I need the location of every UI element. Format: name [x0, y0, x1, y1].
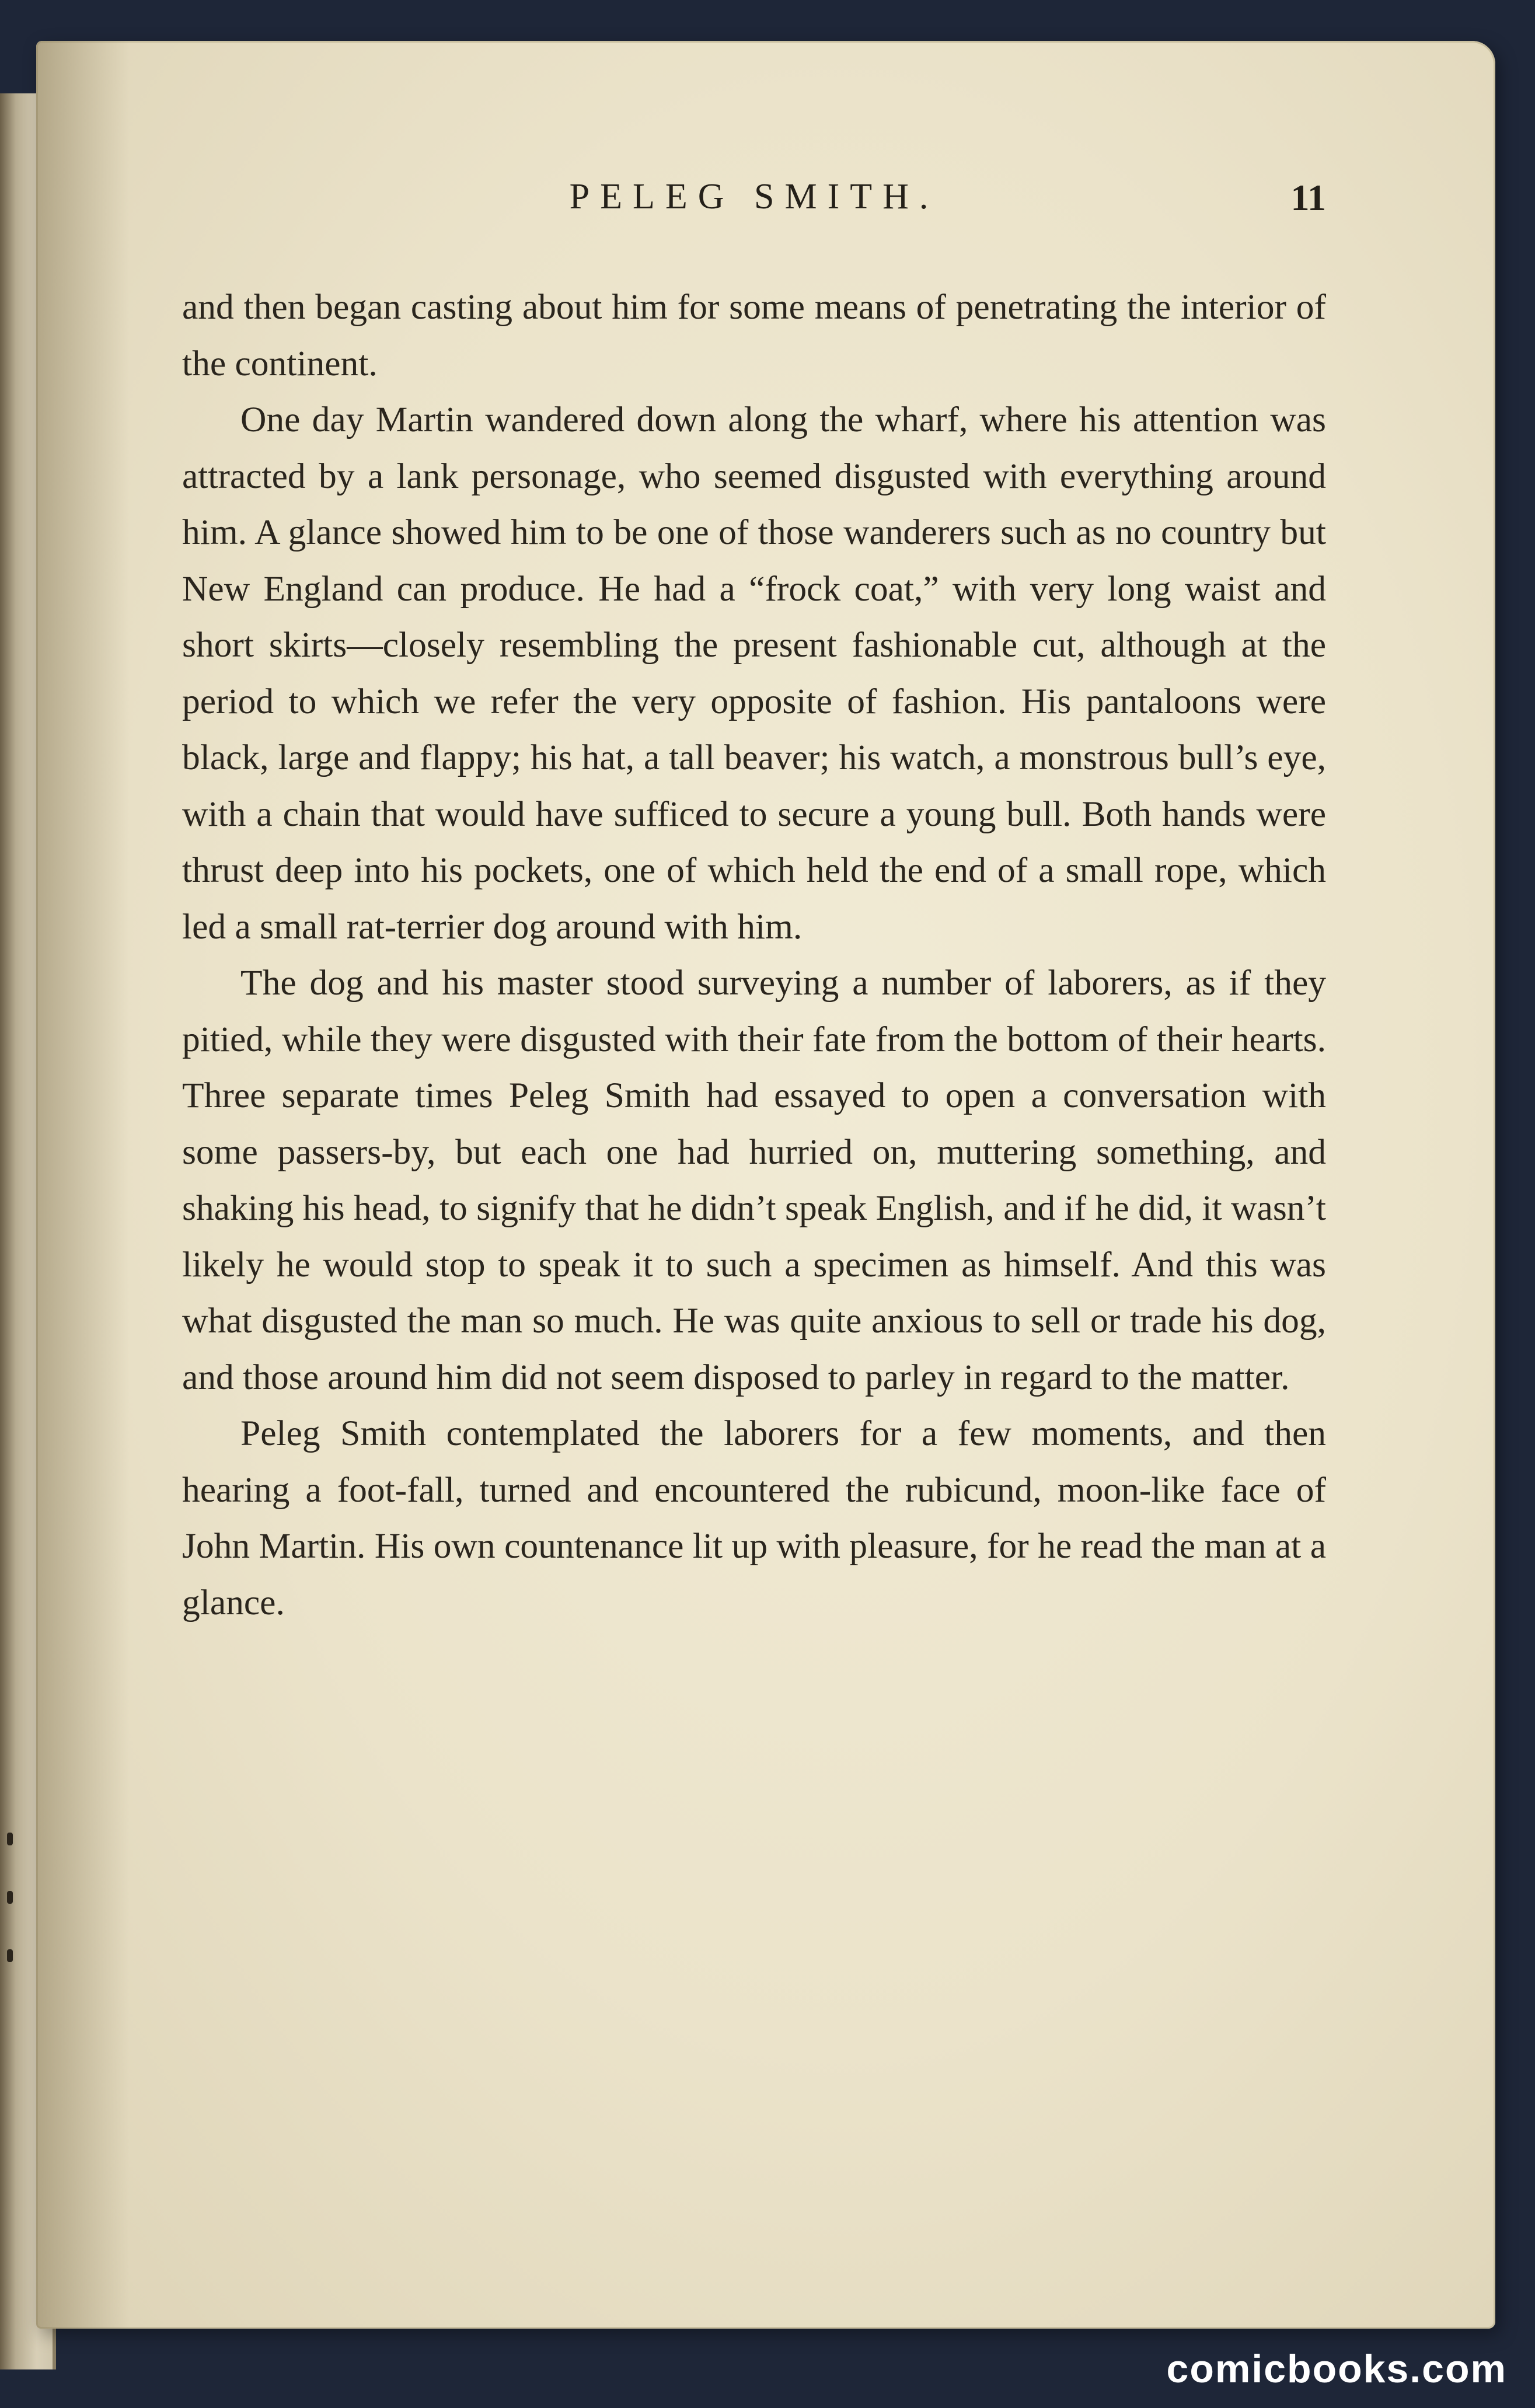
ink-mark	[7, 1833, 13, 1845]
running-head	[182, 176, 1326, 240]
running-title: PELEG SMITH.	[569, 177, 939, 217]
book-page	[36, 41, 1495, 2329]
page-gutter-shadow	[36, 41, 130, 2329]
site-watermark: comicbooks.com	[1166, 2347, 1507, 2391]
paragraph: and then began casting about him for some means of penetrating the interior of the continent.	[182, 287, 1326, 383]
page-number: 11	[1290, 177, 1326, 218]
ink-mark	[7, 1891, 13, 1904]
body-text	[182, 279, 1326, 1631]
paragraph: Peleg Smith contemplated the laborers for a few moments, and then hearing a foot-fall, turned and encountered the rubicund, moon-like face of John Martin. His own countenance lit up with pleasure, for he read the man at a glance.	[182, 1414, 1326, 1622]
paragraph: One day Martin wandered down along the wharf, where his attention was attracted by a lank personage, who seemed disgusted with everything around him. A glance showed him to be one of those wanderers such as no country but New England can produce. He had a “frock coat,” with very long waist and short skirts—closely resembling the present fashionable cut, although at the period to which we refer the very opposite of fashion. His pantaloons were black, large and flappy; his hat, a tall beaver; his watch, a monstrous bull’s eye, with a chain that would have sufficed to secure a young bull. Both hands were thrust deep into his pockets, one of which held the end of a small rope, which led a small rat-terrier dog around with him.	[182, 400, 1326, 947]
ink-mark	[7, 1949, 13, 1962]
paragraph: The dog and his master stood surveying a number of laborers, as if they pitied, while they were disgusted with their fate from the bottom of their hearts. Three separate times Peleg Smith had essayed to open a conversation with some passers-by, but each one had hurried on, muttering something, and shaking his head, to signify that he didn’t speak English, and if he did, it wasn’t likely he would stop to speak it to such a specimen as himself. And this was what disgusted the man so much. He was quite anxious to sell or trade his dog, and those around him did not seem disposed to parley in regard to the matter.	[182, 963, 1326, 1397]
